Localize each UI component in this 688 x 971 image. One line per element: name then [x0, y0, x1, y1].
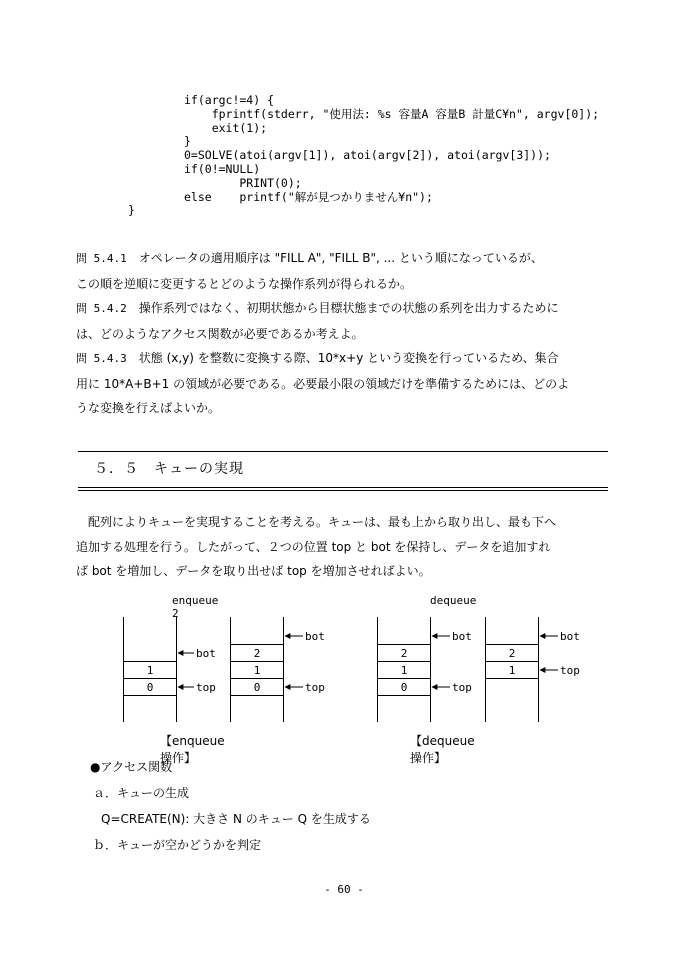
bot-label: bot [560, 630, 580, 643]
access-item-a-desc: Q=CREATE(N): 大きさ N のキュー Q を生成する [101, 812, 371, 826]
bot-label: bot [305, 630, 325, 643]
cell-value: 0 [146, 681, 154, 694]
cell-value: 0 [253, 681, 261, 694]
question-number: 問 5.4.2 [76, 302, 127, 315]
top-label: top [196, 681, 216, 694]
page-number: - 60 - [324, 883, 364, 896]
questions [76, 246, 621, 421]
section-rule-top [78, 451, 608, 452]
enqueue-title: enqueue 2 [172, 594, 219, 620]
bot-label: bot [196, 647, 216, 660]
code-line: } [128, 203, 135, 218]
question-number: 問 5.4.3 [76, 352, 127, 365]
body-line: 追加する処理を行う。したがって、２つの位置 top と bot を保持し、データを追加すれ [76, 539, 551, 554]
question-5-4-2: 問 5.4.2 操作系列ではなく、初期状態から目標状態までの状態の系列を出力するために [76, 301, 559, 315]
section-rule-bottom-1 [78, 487, 608, 488]
cell-value: 1 [508, 664, 516, 677]
cell-value: 1 [400, 664, 408, 677]
dequeue-caption: 【dequeue操作】 [410, 734, 475, 765]
access-heading: ●アクセス関数 [90, 760, 173, 774]
access-item-b: ｂ．キューが空かどうかを判定 [93, 838, 262, 852]
code-line: else printf("解が見つかりません¥n"); [184, 189, 433, 204]
stack-dequeue-before [377, 617, 450, 722]
access-item-a: ａ．キューの生成 [93, 786, 190, 800]
question-line: この順を逆順に変更するとどのような操作系列が得られるか。 [76, 276, 413, 291]
cell-value: 0 [400, 681, 408, 694]
question-line: うな変換を行えばよいか。 [76, 401, 221, 415]
cell-value: 2 [253, 647, 261, 660]
code-line: fprintf(stderr, "使用法: %s 容量A 容量B 計量C¥n", argv[0]); [184, 106, 600, 121]
body-line: 配列によりキューを実現することを考える。キューは、最も上から取り出し、最も下へ [76, 515, 557, 529]
question-line: 用に 10*A+B+1 の領域が必要である。必要最小限の領域だけを準備するためには、どのよ [76, 376, 570, 391]
code-line: } [184, 134, 191, 149]
cell-value: 1 [253, 664, 261, 677]
body-line: ば bot を増加し、データを取り出せば top を増加させればよい。 [76, 564, 431, 578]
top-label: top [452, 681, 472, 694]
body-paragraph [76, 510, 621, 584]
top-label: top [560, 664, 580, 677]
stack-dequeue-after [485, 617, 558, 722]
bot-label: bot [452, 630, 472, 643]
question-5-4-3: 問 5.4.3 状態 (x,y) を整数に変換する際、10*x+y という変換を行っているため、集合 [76, 351, 559, 365]
section-rule-bottom-2 [78, 490, 608, 491]
cell-value: 2 [400, 647, 408, 660]
code-line: if(argc!=4) { [184, 93, 275, 107]
question-number: 問 5.4.1 [76, 252, 127, 265]
cell-value: 1 [146, 664, 154, 677]
dequeue-title: dequeue [430, 594, 477, 607]
code-line: PRINT(0); [184, 175, 302, 190]
stack-enqueue-before [123, 617, 194, 722]
stack-enqueue-after [230, 617, 303, 722]
code-line: if(0!=NULL) [184, 162, 261, 176]
top-label: top [305, 681, 325, 694]
section-title: ５．５ キューの実現 [94, 461, 244, 477]
cell-value: 2 [508, 647, 516, 660]
code-line: 0=SOLVE(atoi(argv[1]), atoi(argv[2]), atoi(argv[3])); [184, 148, 551, 163]
code-line: exit(1); [184, 120, 268, 135]
queue-diagram-svg [0, 590, 688, 750]
question-line: は、どのようなアクセス関数が必要であるか考えよ。 [76, 326, 364, 341]
enqueue-caption: 【enqueue操作】 [160, 734, 225, 765]
question-5-4-1: 問 5.4.1 オペレータの適用順序は "FILL A", "FILL B", ... という順になっているが、 [76, 251, 543, 265]
